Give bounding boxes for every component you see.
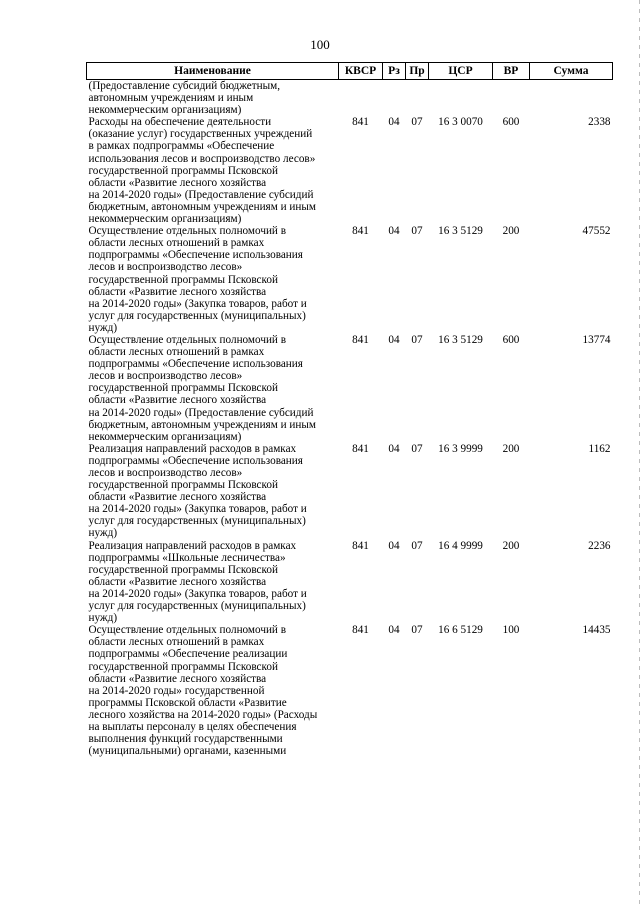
row-pr: 07 <box>411 539 423 552</box>
row-vr: 600 <box>502 333 520 346</box>
row-csr: 16 4 9999 <box>438 539 483 552</box>
row-sum: 2236 <box>588 539 611 552</box>
row-sum: 13774 <box>582 333 611 346</box>
row-rz: 04 <box>388 116 400 129</box>
row-csr: 16 3 0070 <box>438 116 483 129</box>
row-csr: 16 3 5129 <box>438 225 483 238</box>
row-rz: 04 <box>388 624 400 637</box>
row-rz: 04 <box>388 225 400 238</box>
table-row <box>87 334 613 443</box>
header-vr: ВР <box>493 63 530 80</box>
header-rz: Рз <box>383 63 406 80</box>
row-vr: 200 <box>502 225 520 238</box>
row-kvsr: 841 <box>352 116 369 129</box>
row-pr: 07 <box>411 333 423 346</box>
table-row <box>87 116 613 225</box>
header-name: Наименование <box>87 63 339 80</box>
row-name: Реализация направлений расходов в рамках подпрограммы «Школьные лесничества» государственной программы Псковской области «Развитие лесного хозяйства на 2014-2020 годы» (Закупка товаров, работ и услуг для государственных (муниципальных) нужд) <box>88 539 307 625</box>
table-row <box>87 80 613 117</box>
row-pr <box>406 80 429 117</box>
row-vr: 200 <box>502 442 520 455</box>
row-name: (Предоставление субсидий бюджетным, автономным учреждениям и иным некоммерческим организациям) <box>88 80 281 117</box>
row-sum: 2338 <box>588 116 611 129</box>
row-kvsr: 841 <box>352 333 369 346</box>
row-name: Осуществление отдельных полномочий в области лесных отношений в рамках подпрограммы «Обеспечение использования лесов и воспроизводство лесов» государственной программы Псковской области «Развитие лесного хозяйства на 2014-2020 годы» (Предоставление субсидий бюджетным, автономным учреждениям и иным некоммерческим организациям) <box>88 333 316 443</box>
page-number: 100 <box>310 37 330 52</box>
row-kvsr: 841 <box>352 225 369 238</box>
row-csr: 16 3 9999 <box>438 442 483 455</box>
row-sum: 47552 <box>582 225 611 238</box>
row-kvsr: 841 <box>352 539 369 552</box>
row-csr <box>429 80 493 117</box>
budget-table <box>86 62 613 757</box>
header-sum: Сумма <box>530 63 613 80</box>
row-pr: 07 <box>411 116 423 129</box>
table-row <box>87 225 613 334</box>
row-name: Осуществление отдельных полномочий в области лесных отношений в рамках подпрограммы «Обеспечение реализации государственной программы Псковской области «Развитие лесного хозяйства на 2014-2020 годы» государственной программы Псковской области «Развитие лесного хозяйства на 2014-2020 годы» (Расходы на выплаты персоналу в целях обеспечения выполнения функций государственными (муниципальными) органами, казенными <box>88 624 318 758</box>
row-rz: 04 <box>388 442 400 455</box>
row-pr: 07 <box>411 225 423 238</box>
table-header-row <box>87 63 613 80</box>
row-vr <box>493 80 530 117</box>
row-rz <box>383 80 406 117</box>
row-kvsr: 841 <box>352 624 369 637</box>
row-kvsr: 841 <box>352 442 369 455</box>
row-kvsr <box>339 80 383 117</box>
row-pr: 07 <box>411 442 423 455</box>
header-kvsr: КВСР <box>339 63 383 80</box>
row-sum: 14435 <box>582 624 611 637</box>
table-row <box>87 624 613 757</box>
row-vr: 100 <box>502 624 520 637</box>
row-rz: 04 <box>388 333 400 346</box>
row-name: Расходы на обеспечение деятельности (оказание услуг) государственных учреждений в рамках подпрограммы «Обеспечение использования лесов и воспроизводство лесов» государственной программы Псковской области «Развитие лесного хозяйства на 2014-2020 годы» (Предоставление субсидий бюджетным, автономным учреждениям и иным некоммерческим организациям) <box>88 116 316 226</box>
row-name: Осуществление отдельных полномочий в области лесных отношений в рамках подпрограммы «Обеспечение использования лесов и воспроизводство лесов» государственной программы Псковской области «Развитие лесного хозяйства на 2014-2020 годы» (Закупка товаров, работ и услуг для государственных (муниципальных) нужд) <box>88 225 307 334</box>
table-row <box>87 443 613 540</box>
row-csr: 16 3 5129 <box>438 333 483 346</box>
row-name: Реализация направлений расходов в рамках подпрограммы «Обеспечение использования лесов и воспроизводство лесов» государственной программы Псковской области «Развитие лесного хозяйства на 2014-2020 годы» (Закупка товаров, работ и услуг для государственных (муниципальных) нужд) <box>88 442 307 540</box>
row-vr: 200 <box>502 539 520 552</box>
row-rz: 04 <box>388 539 400 552</box>
row-sum: 1162 <box>588 442 611 455</box>
row-csr: 16 6 5129 <box>438 624 483 637</box>
header-pr: Пр <box>406 63 429 80</box>
table-row <box>87 540 613 625</box>
header-csr: ЦСР <box>429 63 493 80</box>
row-pr: 07 <box>411 624 423 637</box>
row-sum <box>530 80 613 117</box>
row-vr: 600 <box>502 116 520 129</box>
